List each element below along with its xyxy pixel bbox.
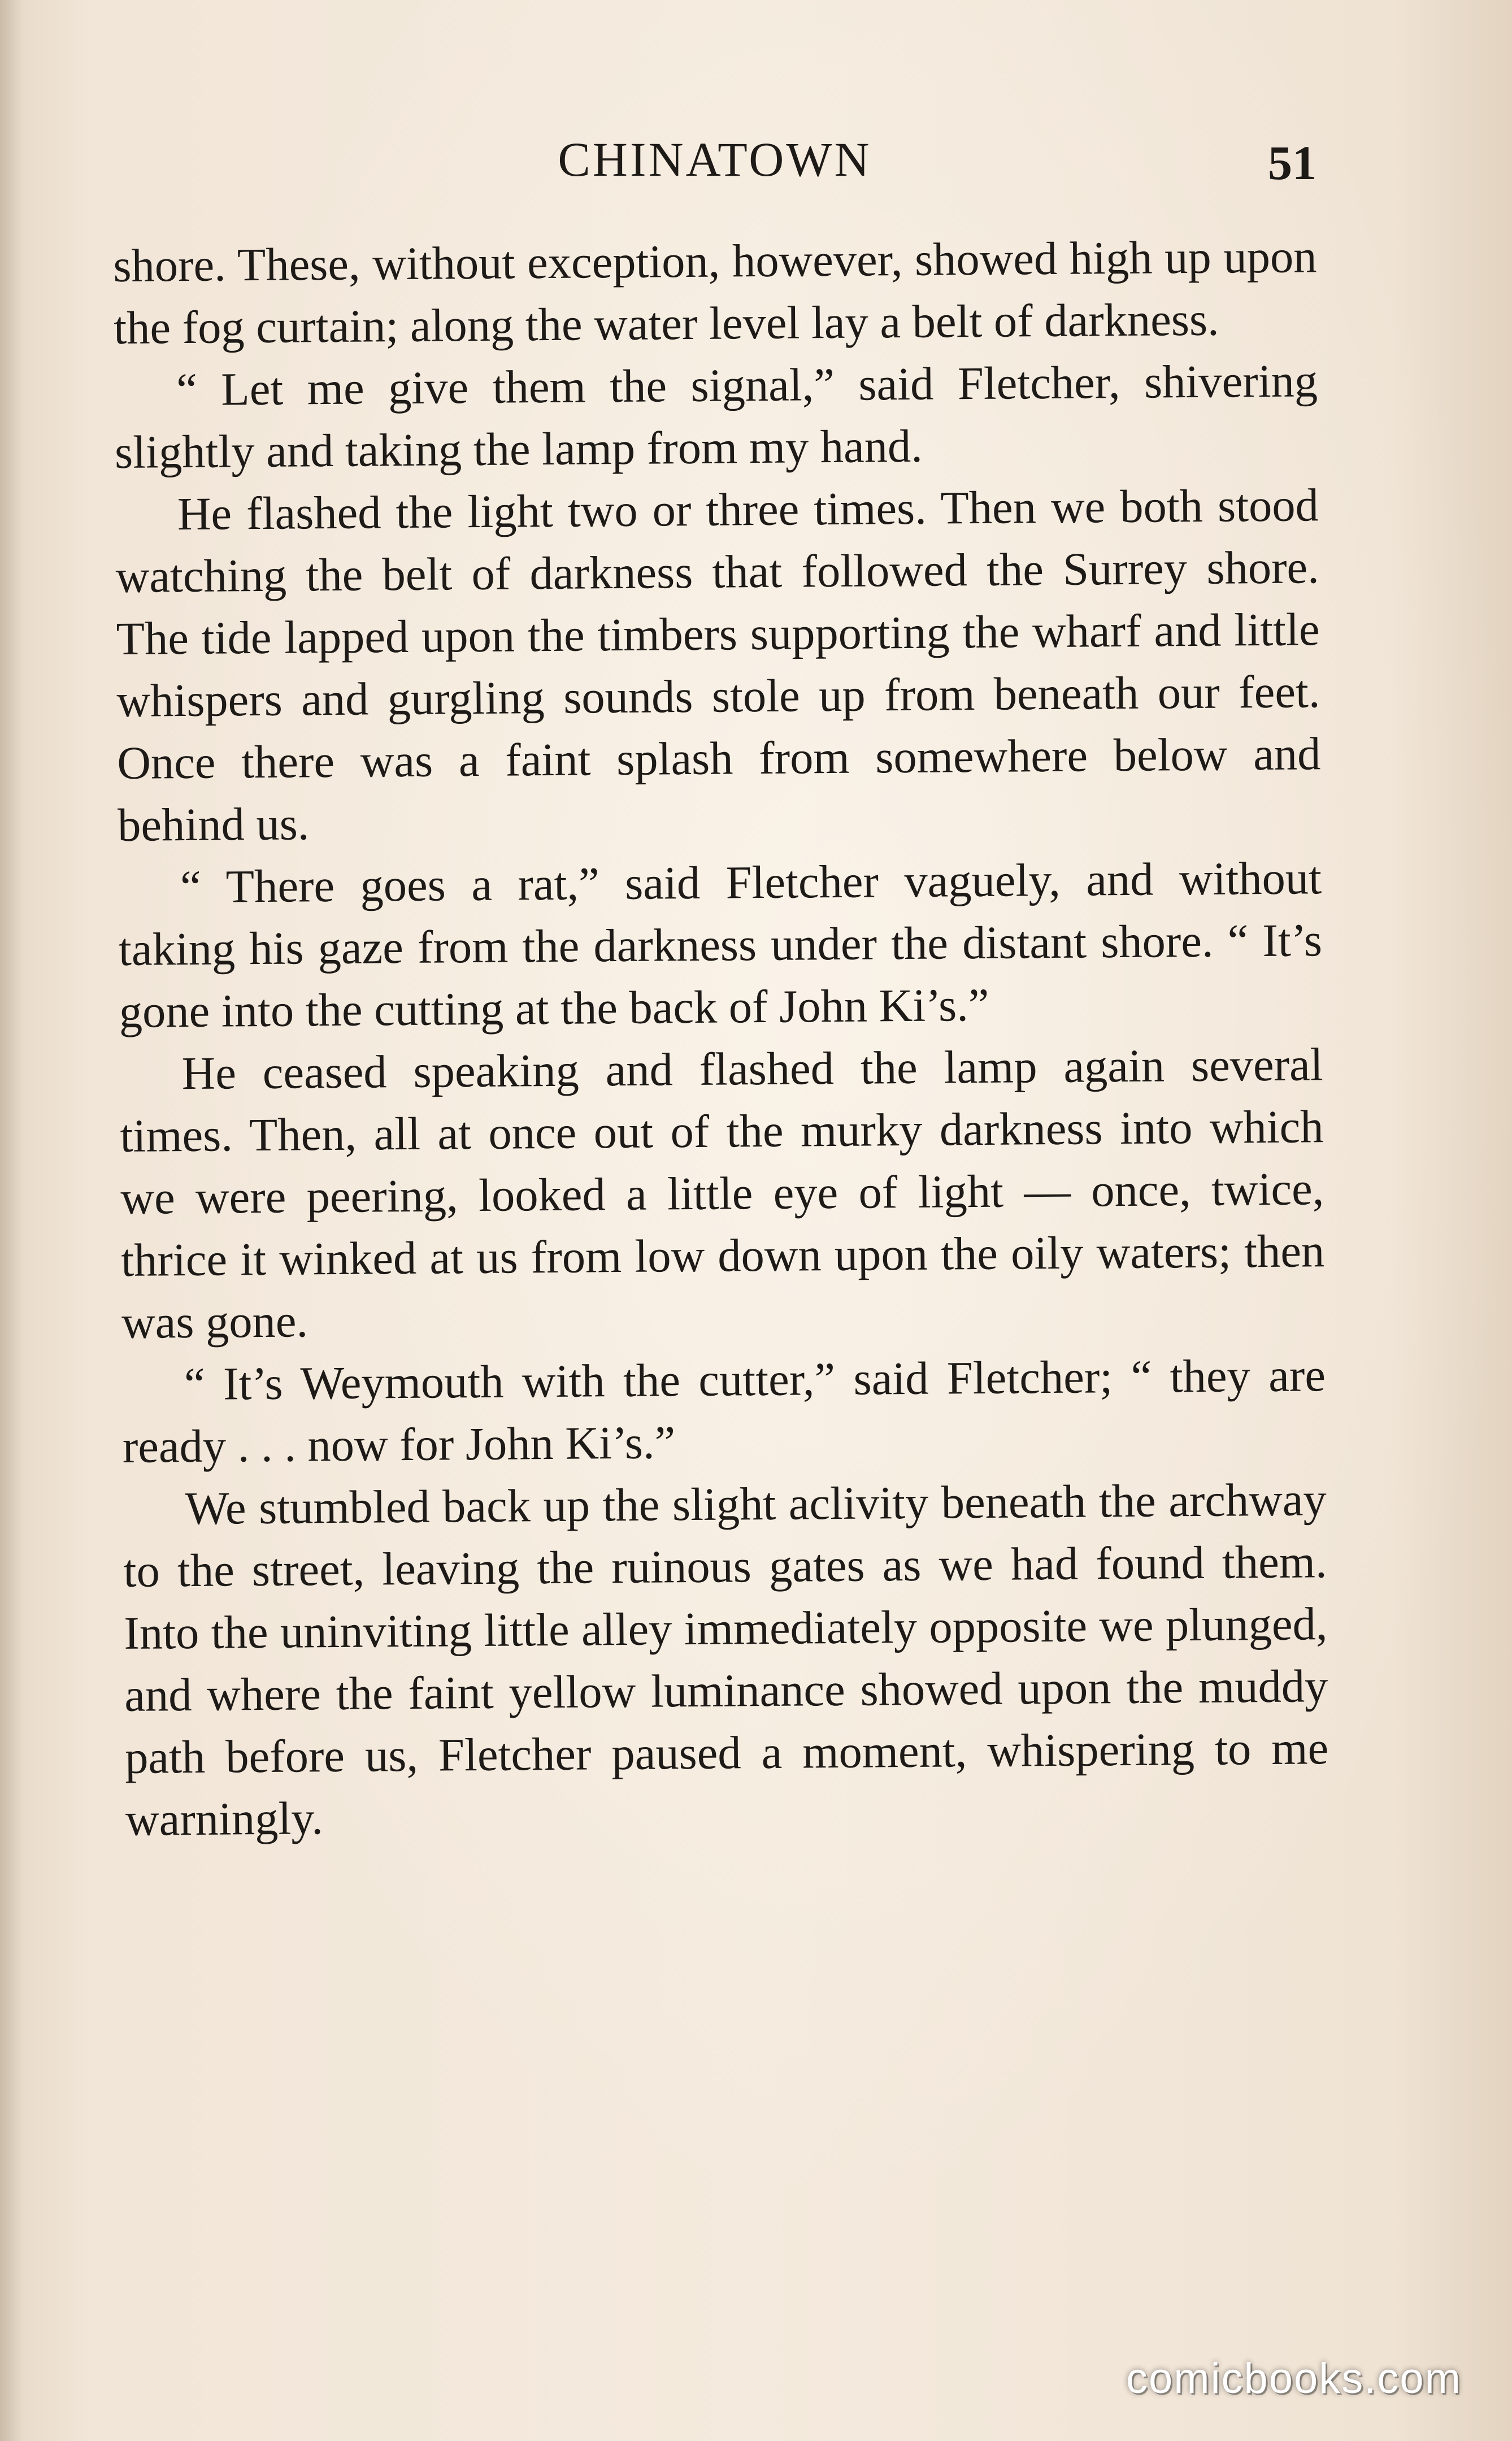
binding-shadow bbox=[0, 0, 23, 2441]
paragraph: “ There goes a rat,” said Fletcher vaguely, and without taking his gaze from the darkness under the distant shore. “ It’s gone into the cutting at the back of John Ki’s.” bbox=[118, 852, 1323, 1037]
paragraph: shore. These, without exception, however, showed high up upon the fog curtain; along the water level lay a belt of darkness. bbox=[113, 230, 1317, 354]
paragraph: “ Let me give them the signal,” said Fletcher, shivering slightly and taking the lamp from my hand. bbox=[114, 354, 1318, 478]
body-text bbox=[113, 225, 1329, 1851]
paragraph: We stumbled back up the slight aclivity beneath the archway to the street, leaving the ruinous gates as we had found them. Into the uninviting little alley immediately opposite we plunged, and where the faint yellow luminance showed upon the muddy path before us, Fletcher paused a moment, whispering to me warningly. bbox=[123, 1473, 1329, 1845]
paragraph: He ceased speaking and flashed the lamp again several times. Then, all at once out of the murky darkness into which we were peering, looked a little eye of light — once, twice, thrice it winked at us from low down upon the oily waters; then was gone. bbox=[120, 1038, 1325, 1348]
page-number: 51 bbox=[1268, 136, 1317, 190]
paragraph: He flashed the light two or three times. Then we both stood watching the belt of darkness that followed the Surrey shore. The tide lapped upon the timbers supporting the wharf and little whispers and gurgling sounds stole up from beneath our feet. Once there was a faint splash from somewhere below and behind us. bbox=[115, 479, 1321, 851]
paragraph: “ It’s Weymouth with the cutter,” said Fletcher; “ they are ready . . . now for John Ki’s.” bbox=[122, 1349, 1326, 1473]
chapter-title: CHINATOWN bbox=[558, 132, 872, 186]
watermark: comicbooks.com bbox=[1126, 2355, 1462, 2403]
running-head bbox=[113, 131, 1317, 205]
